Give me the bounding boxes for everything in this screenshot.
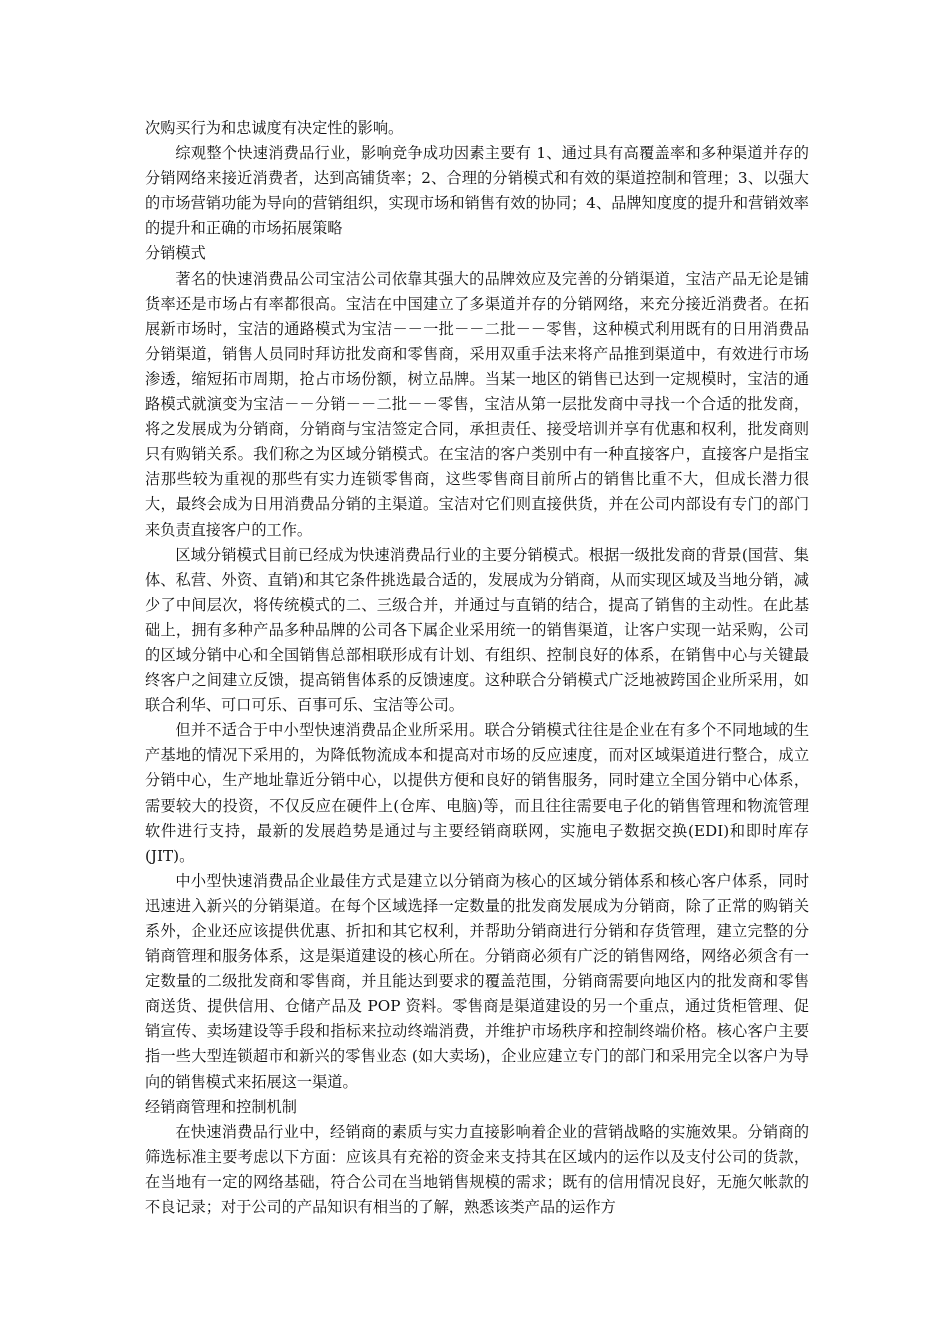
paragraph-competition-factors: 综观整个快速消费品行业，影响竞争成功因素主要有 1、通过具有高覆盖率和多种渠道并存的分销网络来接近消费者，达到高铺货率；2、合理的分销模式和有效的渠道控制和管理；3、以强大的市场营销功能为导向的营销组织，实现市场和销售有效的协同；4、品牌知度度的提升和营销效率的提升和正确的市场拓展策略	[145, 144, 809, 238]
paragraph-sme-strategy: 中小型快速消费品企业最佳方式是建立以分销商为核心的区域分销体系和核心客户体系，同时迅速进入新兴的分销渠道。在每个区域选择一定数量的批发商发展成为分销商，除了正常的购销关系外，企业还应该提供优惠、折扣和其它权利，并帮助分销商进行分销和存货管理，建立完整的分销商管理和服务体系，这是渠道建设的核心所在。分销商必须有广泛的销售网络，网络必须含有一定数量的二级批发商和零售商，并且能达到要求的覆盖范围，分销商需要向地区内的批发商和零售商送货、提供信用、仓储产品及 POP 资料。零售商是渠道建设的另一个重点，通过货柜管理、促销宣传、卖场建设等手段和指标来拉动终端消费，并维护市场秩序和控制终端价格。核心客户主要指一些大型连锁超市和新兴的零售业态 (如大卖场)，企业应建立专门的部门和采用完全以客户为导向的销售模式来拓展这一渠道。	[145, 871, 809, 1091]
paragraph-joint-distribution: 但并不适合于中小型快速消费品企业所采用。联合分销模式往往是企业在有多个不同地域的生产基地的情况下采用的，为降低物流成本和提高对市场的反应速度，而对区域渠道进行整合，成立分销中心，生产地址靠近分销中心，以提供方便和良好的销售服务，同时建立全国分销中心体系，需要较大的投资，不仅反应在硬件上(仓库、电脑)等，而且往往需要电子化的销售管理和物流管理软件进行支持，最新的发展趋势是通过与主要经销商联网，实施电子数据交换(EDI)和即时库存(JIT)。	[145, 721, 809, 865]
document-page	[145, 116, 809, 1220]
section-heading-dealer-management: 经销商管理和控制机制	[145, 1097, 297, 1116]
section-heading-distribution-model: 分销模式	[145, 244, 206, 263]
paragraph-pg-example: 著名的快速消费品公司宝洁公司依靠其强大的品牌效应及完善的分销渠道，宝洁产品无论是铺货率还是市场占有率都很高。宝洁在中国建立了多渠道并存的分销网络，来充分接近消费者。在拓展新市场时，宝洁的通路模式为宝洁－－一批－－二批－－零售，这种模式利用既有的日用消费品分销渠道，销售人员同时拜访批发商和零售商，采用双重手法来将产品推到渠道中，有效进行市场渗透，缩短拓市周期，抢占市场份额，树立品牌。当某一地区的销售已达到一定规模时，宝洁的通路模式就演变为宝洁－－分销－－二批－－零售，宝洁从第一层批发商中寻找一个合适的批发商，将之发展成为分销商，分销商与宝洁签定合同，承担责任、接受培训并享有优惠和权利，批发商则只有购销关系。我们称之为区域分销模式。在宝洁的客户类别中有一种直接客户，直接客户是指宝洁那些较为重视的那些有实力连锁零售商，这些零售商目前所占的销售比重不大，但成长潜力很大，最终会成为日用消费品分销的主渠道。宝洁对它们则直接供货，并在公司内部设有专门的部门来负责直接客户的工作。	[145, 269, 809, 539]
paragraph-regional-distribution: 区域分销模式目前已经成为快速消费品行业的主要分销模式。根据一级批发商的背景(国营、集体、私营、外资、直销)和其它条件挑选最合适的，发展成为分销商，从而实现区域及当地分销，减少了中间层次，将传统模式的二、三级合并，并通过与直销的结合，提高了销售的主动性。在此基础上，拥有多种产品多种品牌的公司各下属企业采用统一的销售渠道，让客户实现一站采购，公司的区域分销中心和全国销售总部相联形成有计划、有组织、控制良好的体系，在销售中心与关键最终客户之间建立反馈，提高销售体系的反馈速度。这种联合分销模式广泛地被跨国企业所采用，如联合利华、可口可乐、百事可乐、宝洁等公司。	[145, 545, 809, 715]
paragraph-continuation: 次购买行为和忠诚度有决定性的影响。	[145, 119, 404, 137]
paragraph-dealer-criteria: 在快速消费品行业中，经销商的素质与实力直接影响着企业的营销战略的实施效果。分销商的筛选标准主要考虑以下方面：应该具有充裕的资金来支持其在区域内的运作以及支付公司的货款，在当地有一定的网络基础，符合公司在当地销售规模的需求；既有的信用情况良好，无施欠帐款的不良记录；对于公司的产品知识有相当的了解，熟悉该类产品的运作方	[145, 1122, 809, 1217]
